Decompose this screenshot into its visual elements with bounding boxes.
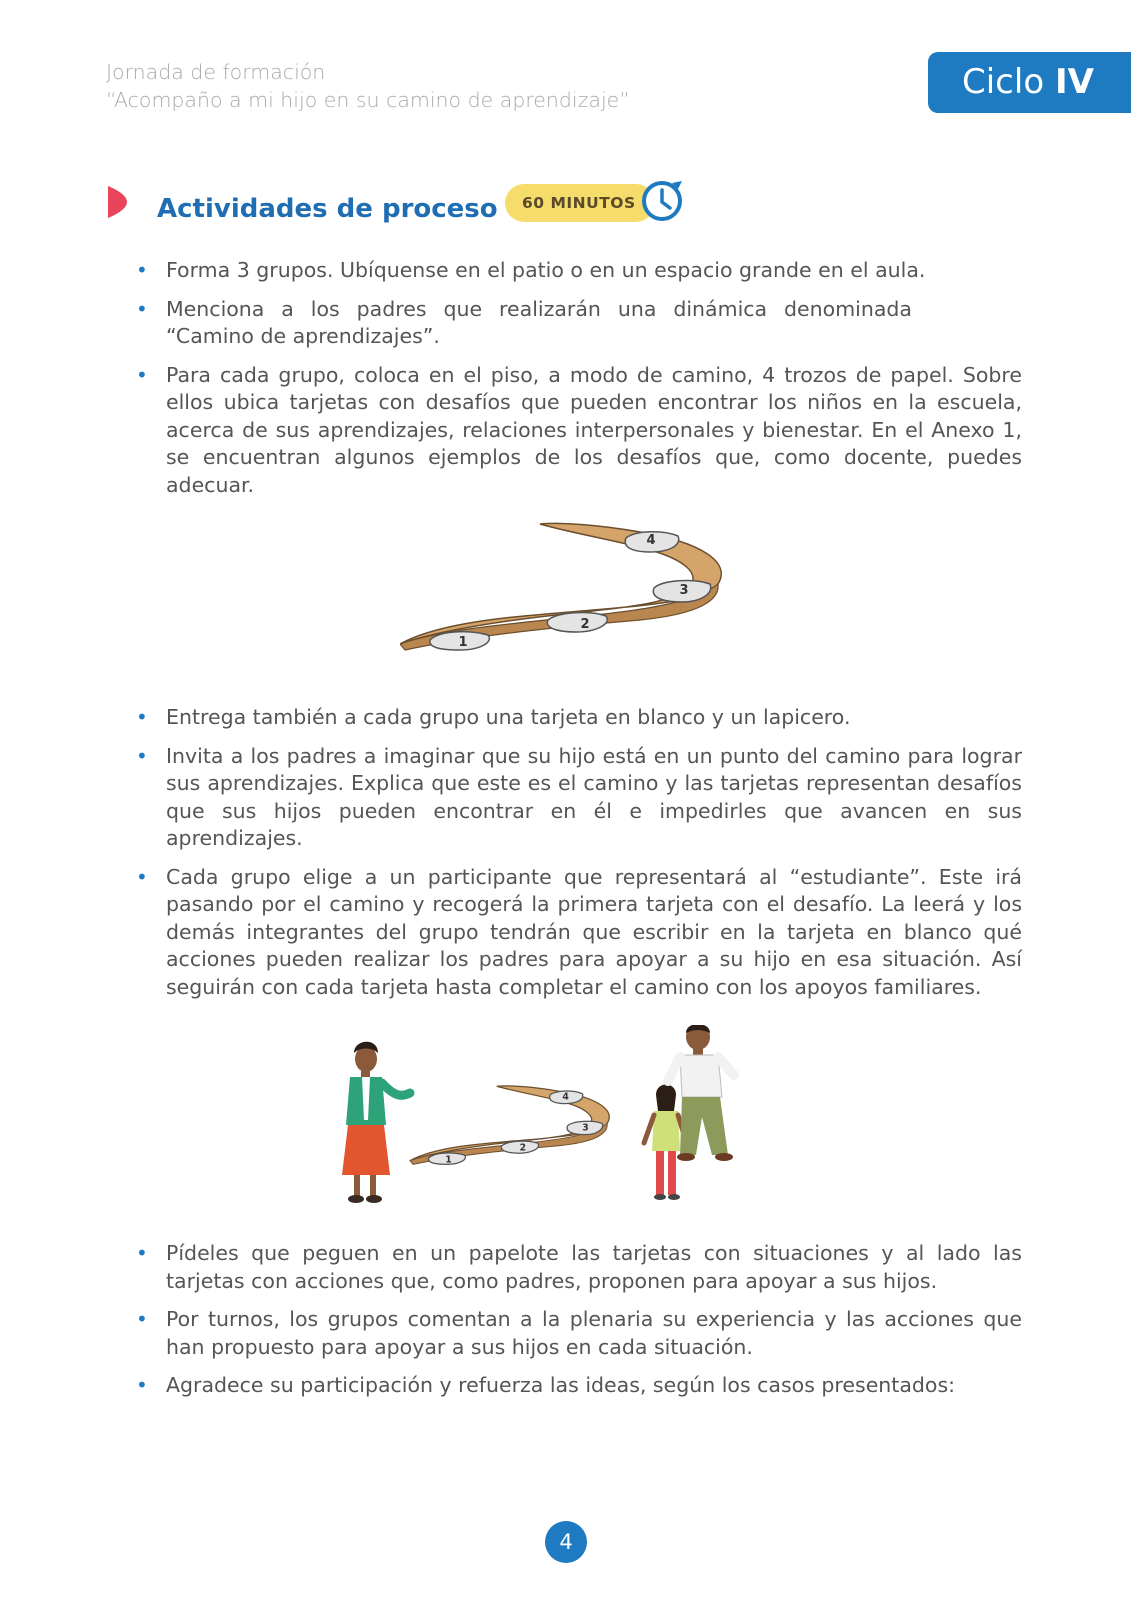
activity-list-1 <box>136 257 1022 510</box>
svg-text:3: 3 <box>582 1122 589 1134</box>
mother-figure <box>342 1042 410 1203</box>
learning-path-illustration <box>400 522 740 672</box>
daughter-figure <box>644 1085 686 1201</box>
header-subtitle-block <box>106 58 630 114</box>
clock-icon <box>642 177 684 227</box>
page-number: 4 <box>545 1521 587 1563</box>
svg-text:2: 2 <box>519 1142 527 1154</box>
list-item: • Forma 3 grupos. Ubíquense en el patio o en un espacio grande en el aula. <box>136 257 1022 285</box>
path-card-label: 4 <box>646 533 656 548</box>
list-item: • Entrega también a cada grupo una tarjeta en blanco y un lapicero. <box>136 704 1022 732</box>
duration-label: 60 MINUTOS <box>522 194 636 212</box>
cycle-numeral: IV <box>1054 62 1094 102</box>
path-card-label: 2 <box>580 617 590 632</box>
svg-text:4: 4 <box>562 1091 569 1103</box>
cycle-tab <box>928 52 1131 113</box>
duration-badge <box>505 184 655 222</box>
path-card-label: 1 <box>458 635 468 650</box>
path-card-2 <box>547 613 607 632</box>
path-card-label: 3 <box>679 583 689 598</box>
header-line-1: Jornada de formación <box>106 60 326 84</box>
header-line-2: “Acompaño a mi hijo en su camino de aprendizaje” <box>106 88 630 112</box>
list-item: • Menciona a los padres que realizarán una dinámica denominada “Camino de aprendizajes”. <box>136 296 1022 351</box>
section-title: Actividades de proceso <box>157 194 498 224</box>
list-item: • Cada grupo elige a un participante que representará al “estudiante”. Este irá pasando por el camino y recogerá la primera tarjeta con el desafío. La leerá y los demás integrantes del grupo tendrán que escribir en la tarjeta en blanco qué acciones pueden realizar los padres para apoyar a su hijo en esa situación. Así seguirán con cada tarjeta hasta completar el camino con los apoyos familiares. <box>136 864 1022 1002</box>
activity-list-3 <box>136 1240 1022 1411</box>
path-card-3 <box>653 581 710 602</box>
path-card-4 <box>625 532 678 552</box>
family-path-illustration <box>340 1025 760 1220</box>
section-marker-icon <box>106 186 128 218</box>
cycle-label: Ciclo <box>962 62 1045 102</box>
list-item: • Agradece su participación y refuerza las ideas, según los casos presentados: <box>136 1372 1022 1400</box>
svg-text:1: 1 <box>445 1154 452 1166</box>
list-item: • Por turnos, los grupos comentan a la plenaria su experiencia y las acciones que han propuesto para apoyar a sus hijos en cada situación. <box>136 1306 1022 1361</box>
activity-list-2 <box>136 704 1022 1012</box>
path-card-1 <box>430 632 490 650</box>
list-item: • Para cada grupo, coloca en el piso, a modo de camino, 4 trozos de papel. Sobre ellos ubica tarjetas con desafíos que pueden encontrar los niños en la escuela, acerca de sus aprendizajes, relaciones interpersonales y bienestar. En el Anexo 1, se encuentran algunos ejemplos de los desafíos que, como docente, puedes adecuar. <box>136 362 1022 500</box>
list-item: • Invita a los padres a imaginar que su hijo está en un punto del camino para lograr sus aprendizajes. Explica que este es el camino y las tarjetas representan desafíos que sus hijos pueden encontrar en él e impedirles que avancen en sus aprendizajes. <box>136 743 1022 853</box>
list-item: • Pídeles que peguen en un papelote las tarjetas con situaciones y al lado las tarjetas con acciones que, como padres, proponen para apoyar a sus hijos. <box>136 1240 1022 1295</box>
